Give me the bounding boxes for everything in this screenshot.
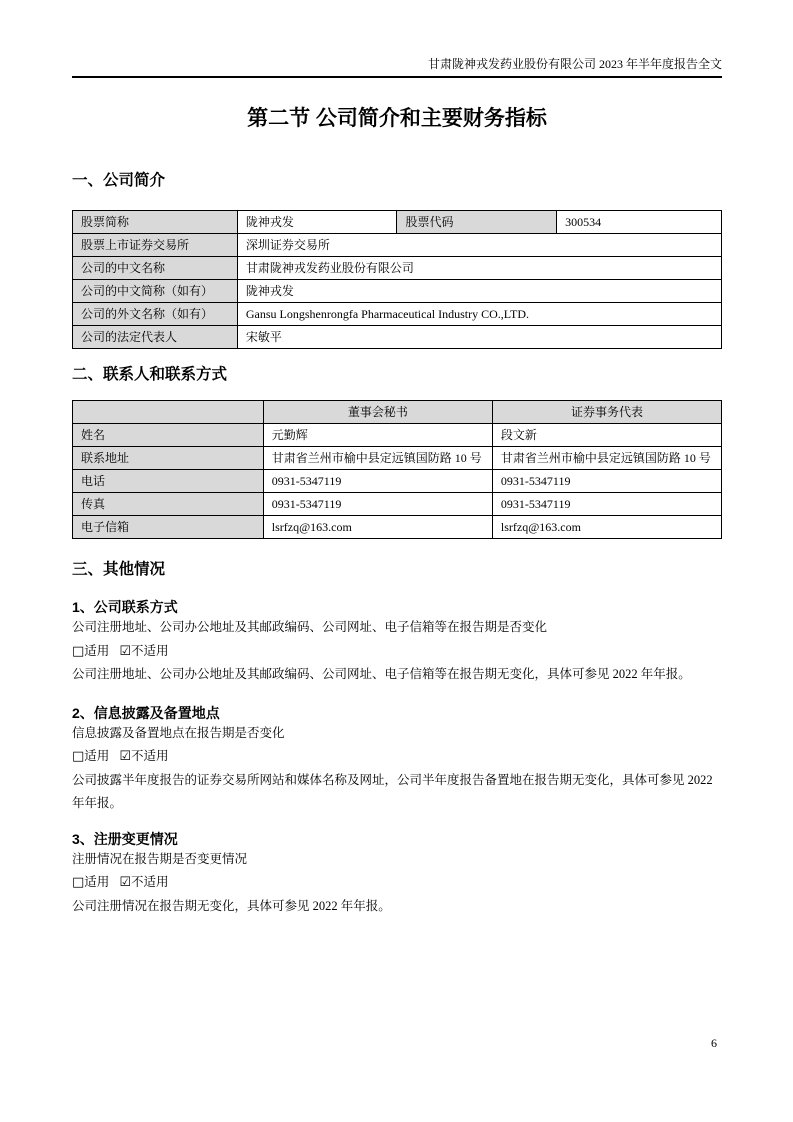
row-label-cell: 公司的中文简称（如有） xyxy=(73,280,238,303)
page-number: 6 xyxy=(711,1036,717,1050)
table-row xyxy=(73,211,722,234)
company-profile-table xyxy=(72,210,722,349)
representative-value-cell: 0931-5347119 xyxy=(492,493,721,516)
checkbox-unchecked-icon: □ xyxy=(72,875,85,890)
applicable-label: 适用 xyxy=(84,875,110,889)
applicable-option xyxy=(72,644,109,658)
page-title: 第二节 公司简介和主要财务指标 xyxy=(247,107,547,130)
not-applicable-label: 不适用 xyxy=(130,643,169,658)
subsection-2-answer: 公司披露半年度报告的证券交易所网站和媒体名称及网址，公司半年度报告备置地在报告期无变化，具体可参见 2022 年年报。 xyxy=(72,772,713,810)
row-label-cell: 股票上市证券交易所 xyxy=(73,234,238,257)
row-label-cell: 公司的外文名称（如有） xyxy=(73,303,238,326)
header-text: 甘肃陇神戎发药业股份有限公司 2023 年半年度报告全文 xyxy=(427,57,722,71)
representative-value-cell: lsrfzq@163.com xyxy=(492,516,721,539)
subsection-1-question: 公司注册地址、公司办公地址及其邮政编码、公司网址、电子信箱等在报告期是否变化 xyxy=(72,620,548,634)
table-row xyxy=(73,493,722,516)
row-value-cell: 甘肃陇神戎发药业股份有限公司 xyxy=(237,257,721,280)
subsection-3-checkbox-row xyxy=(72,871,722,895)
row-label-cell: 公司的法定代表人 xyxy=(73,326,238,349)
table-row xyxy=(73,257,722,280)
subsection-3-heading: 3、注册变更情况 xyxy=(72,830,178,847)
subsection-1-checkbox-row xyxy=(72,640,722,664)
table-row xyxy=(73,326,722,349)
row-label-cell: 电话 xyxy=(73,470,264,493)
stock-abbr-value-cell: 陇神戎发 xyxy=(237,211,397,234)
row-label-cell: 传真 xyxy=(73,493,264,516)
table-row xyxy=(73,303,722,326)
applicable-label: 适用 xyxy=(84,749,110,763)
subsection-2-heading: 2、信息披露及备置地点 xyxy=(72,704,220,721)
table-row xyxy=(73,470,722,493)
section-3-heading: 三、其他情况 xyxy=(72,561,166,578)
section-1-heading: 一、公司简介 xyxy=(72,172,166,189)
subsection-3-question: 注册情况在报告期是否变更情况 xyxy=(72,851,248,866)
representative-value-cell: 甘肃省兰州市榆中县定远镇国防路 10 号 xyxy=(492,447,721,470)
not-applicable-option xyxy=(119,644,168,658)
checkbox-unchecked-icon: □ xyxy=(72,749,85,764)
secretary-value-cell: 甘肃省兰州市榆中县定远镇国防路 10 号 xyxy=(263,447,492,470)
row-label-cell: 公司的中文名称 xyxy=(73,257,238,280)
empty-header-cell xyxy=(73,401,264,424)
representative-header-cell: 证券事务代表 xyxy=(492,401,721,424)
secretary-value-cell: lsrfzq@163.com xyxy=(263,516,492,539)
row-label-cell: 电子信箱 xyxy=(73,516,264,539)
row-value-cell: 深圳证券交易所 xyxy=(237,234,721,257)
representative-value-cell: 0931-5347119 xyxy=(492,470,721,493)
table-row xyxy=(73,516,722,539)
secretary-value-cell: 0931-5347119 xyxy=(263,470,492,493)
not-applicable-option xyxy=(119,875,168,889)
contacts-table xyxy=(72,400,722,539)
section-2-heading: 二、联系人和联系方式 xyxy=(72,366,228,383)
subsection-3-answer: 公司注册情况在报告期无变化，具体可参见 2022 年年报。 xyxy=(72,898,391,913)
representative-value-cell: 段文新 xyxy=(492,424,721,447)
secretary-value-cell: 0931-5347119 xyxy=(263,493,492,516)
stock-code-value-cell: 300534 xyxy=(557,211,722,234)
subsection-1-answer: 公司注册地址、公司办公地址及其邮政编码、公司网址、电子信箱等在报告期无变化，具体可参见 2022 年年报。 xyxy=(72,667,691,681)
table-row xyxy=(73,447,722,470)
row-label-cell: 联系地址 xyxy=(73,447,264,470)
table-row xyxy=(73,280,722,303)
row-value-cell: Gansu Longshenrongfa Pharmaceutical Industry CO.,LTD. xyxy=(237,303,721,326)
subsection-1-heading: 1、公司联系方式 xyxy=(72,599,178,615)
checkbox-checked-icon: ☑ xyxy=(119,643,131,659)
stock-abbr-label-cell: 股票简称 xyxy=(73,211,238,234)
subsection-2-checkbox-row xyxy=(72,745,722,769)
row-value-cell: 宋敏平 xyxy=(237,326,721,349)
checkbox-unchecked-icon: □ xyxy=(72,643,85,659)
table-header-row xyxy=(73,401,722,424)
row-label-cell: 姓名 xyxy=(73,424,264,447)
secretary-value-cell: 元勤辉 xyxy=(263,424,492,447)
applicable-option xyxy=(72,875,109,889)
table-row xyxy=(73,234,722,257)
not-applicable-option xyxy=(119,749,168,763)
table-row xyxy=(73,424,722,447)
subsection-2-question: 信息披露及备置地点在报告期是否变化 xyxy=(72,725,285,740)
applicable-option xyxy=(72,749,109,763)
not-applicable-label: 不适用 xyxy=(130,749,169,763)
secretary-header-cell: 董事会秘书 xyxy=(263,401,492,424)
checkbox-checked-icon: ☑ xyxy=(119,749,131,764)
not-applicable-label: 不适用 xyxy=(130,875,169,889)
page-header xyxy=(72,57,722,78)
row-value-cell: 陇神戎发 xyxy=(237,280,721,303)
applicable-label: 适用 xyxy=(84,643,110,658)
checkbox-checked-icon: ☑ xyxy=(119,875,131,890)
stock-code-label-cell: 股票代码 xyxy=(397,211,557,234)
